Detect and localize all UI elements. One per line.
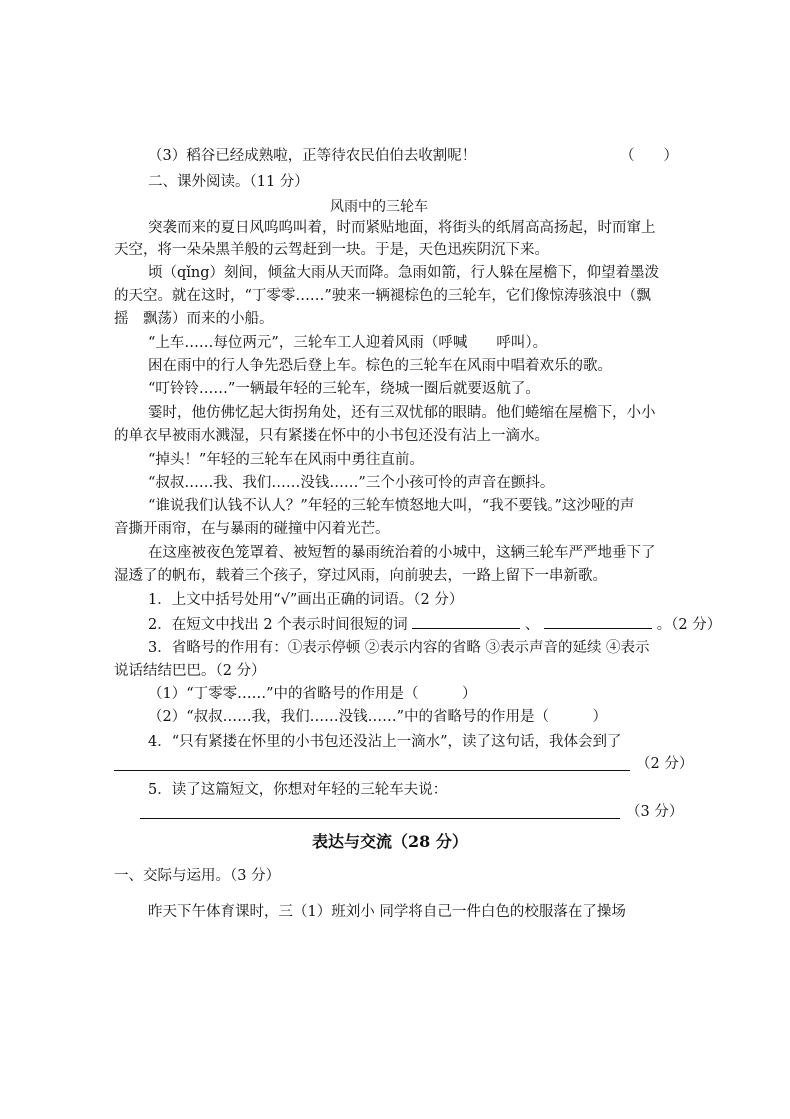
paragraph-10-line-1: 在这座被夜色笼罩着、被短暂的暴雨统治着的小城中，这辆三轮车严严地垂下了 (148, 545, 656, 561)
question-3-line-2: 说话结结巴巴。（2 分） (114, 663, 266, 679)
paragraph-2-line-1: 顷（qǐng）刻间，倾盆大雨从天而降。急雨如箭，行人躲在屋檐下，仰望着墨泼 (148, 265, 660, 281)
paragraph-6-line-1: 霎时，他仿佛忆起大街拐角处，还有三双忧郁的眼睛。他们蜷缩在屋檐下，小小 (148, 405, 656, 421)
communication-text: 昨天下午体育课时，三（1）班刘小 同学将自己一件白色的校服落在了操场 (148, 904, 626, 920)
question-3-sub-2: （2）“叔叔……我，我们……没钱……”中的省略号的作用是（ ） (148, 709, 608, 725)
question-3-text: （3）稻谷已经成熟啦，正等待农民伯伯去收割呢！ (148, 148, 477, 164)
paragraph-9-line-2: 音撕开雨帘，在与暴雨的碰撞中闪着光芒。 (114, 521, 390, 537)
section-expression-heading: 表达与交流（28 分） (312, 832, 468, 851)
question-3-line-1: 3．省略号的作用有：①表示停顿 ②表示内容的省略 ③表示声音的延续 ④表示 (148, 640, 650, 656)
question-2-text: 2．在短文中找出 2 个表示时间很短的词 (148, 617, 408, 633)
story-title: 风雨中的三轮车 (330, 199, 428, 215)
paragraph-8: “叔叔……我、我们……没钱……”三个小孩可怜的声音在颤抖。 (148, 475, 555, 491)
paragraph-2-line-2: 的天空。就在这时，“丁零零……”驶来一辆褪棕色的三轮车，它们像惊涛骇浪中（飘 (114, 288, 651, 304)
question-5-answer-line[interactable] (140, 818, 620, 819)
question-2-blank-2[interactable] (544, 614, 652, 629)
paragraph-9-line-1: “谁说我们认钱不认人？”年轻的三轮车愤怒地大叫，“我不要钱。”这沙哑的声 (148, 498, 635, 514)
section-reading-heading: 二、课外阅读。（11 分） (148, 174, 309, 190)
question-5: 5．读了这篇短文，你想对年轻的三轮车夫说： (148, 782, 448, 798)
question-4-score: （2 分） (636, 756, 694, 772)
question-1: 1．上文中括号处用“√”画出正确的词语。（2 分） (148, 592, 464, 608)
question-2-blank-1[interactable] (412, 614, 520, 629)
paragraph-5: “叮铃铃……”一辆最年轻的三轮车，绕城一圈后就要返航了。 (148, 381, 540, 397)
question-2 (148, 614, 721, 635)
paragraph-1-line-1: 突袭而来的夏日风呜呜叫着，时而紧贴地面，将街头的纸屑高高扬起，时而窜上 (148, 220, 656, 236)
question-4-answer-line[interactable] (114, 770, 630, 771)
paragraph-3: “上车……每位两元”，三轮车工人迎着风雨（呼喊 呼叫）。 (148, 335, 548, 351)
question-4: 4．“只有紧搂在怀里的小书包还没沾上一滴水”，读了这句话，我体会到了 (148, 734, 622, 750)
paragraph-1-line-2: 天空，将一朵朵黑羊般的云驾赶到一块。于是，天色迅疾阴沉下来。 (114, 242, 549, 258)
paragraph-6-line-2: 的单衣早被雨水溅湿，只有紧搂在怀中的小书包还没有沾上一滴水。 (114, 428, 549, 444)
question-3-answer-parens: （ ） (620, 148, 678, 164)
question-2-separator: 、 (524, 617, 540, 633)
question-3-sub-1: （1）“丁零零……”中的省略号的作用是（ ） (148, 686, 477, 702)
paragraph-10-line-2: 湿透了的帆布，载着三个孩子，穿过风雨，向前驶去，一路上留下一串新歌。 (114, 568, 607, 584)
paragraph-2-line-3: 摇 飘荡）而来的小船。 (114, 311, 274, 327)
paragraph-4: 困在雨中的行人争先恐后登上车。棕色的三轮车在风雨中唱着欢乐的歌。 (148, 358, 612, 374)
section-communication-heading: 一、交际与运用。（3 分） (114, 868, 281, 884)
paragraph-7: “掉头！”年轻的三轮车在风雨中勇往直前。 (148, 452, 424, 468)
question-2-score: 。（2 分） (656, 617, 722, 633)
question-5-score: （3 分） (626, 804, 684, 820)
